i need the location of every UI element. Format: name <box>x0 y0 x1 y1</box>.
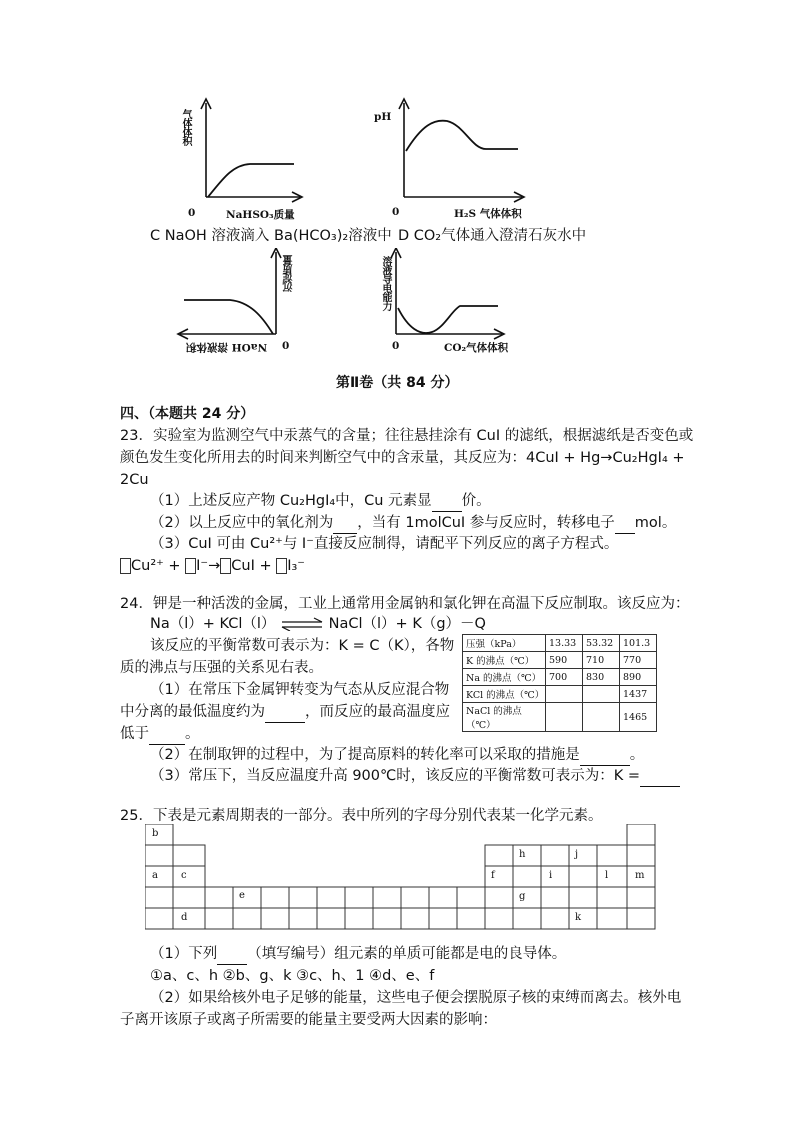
element-i: i <box>549 870 553 881</box>
graph-b-origin: 0 <box>392 206 400 218</box>
q24-line1: 24．钾是一种活泼的金属，工业上通常用金属钠和氯化钾在高温下反应制取。该反应为： <box>120 596 690 612</box>
table-row <box>463 669 657 686</box>
table-cell: 890 <box>620 669 657 686</box>
graph-d-origin: 0 <box>392 340 400 352</box>
table-cell: K 的沸点（℃） <box>463 652 546 669</box>
graph-b-y-label: pH <box>374 111 392 123</box>
graph-d-y-label: 溶液导电能力 <box>380 256 391 310</box>
table-cell: 710 <box>583 652 620 669</box>
q23-sub1-end: 价。 <box>461 493 491 509</box>
graph-c-y-label: 沉淀质量 <box>284 256 295 292</box>
graph-d <box>370 248 520 358</box>
q23-sub2-text: （2）以上反应中的氧化剂为 <box>150 515 334 531</box>
graph-b-x-label: H₂S 气体体积 <box>454 208 522 220</box>
q24-sub1c-end: 。 <box>185 726 200 742</box>
graph-c-origin: 0 <box>282 340 290 352</box>
table-row <box>463 652 657 669</box>
element-k: k <box>575 912 582 923</box>
q24-blank1[interactable] <box>265 702 305 723</box>
equilibrium-arrow-icon <box>280 617 324 631</box>
graph-c-curve <box>184 300 273 334</box>
q24-sub1c-text: 低于 <box>120 726 149 742</box>
table-cell <box>546 703 583 732</box>
element-b: b <box>152 828 159 839</box>
eq-cui: CuI + <box>231 558 272 574</box>
element-h: h <box>519 849 526 860</box>
eq-cu: Cu²⁺ + <box>131 558 181 574</box>
q24-sub1b <box>120 702 450 723</box>
table-cell: Na 的沸点（℃） <box>463 669 546 686</box>
q23-line1: 23．实验室为监测空气中汞蒸气的含量；往往悬挂涂有 CuI 的滤纸，根据滤纸是否变色或 <box>120 428 694 444</box>
graph-a <box>170 95 310 225</box>
q24-blank4[interactable] <box>640 766 680 787</box>
section4-title: 四、（本题共 24 分） <box>120 406 255 422</box>
q23-sub2-mid: ，当有 1molCuI 参与反应时，转移电子 <box>357 515 615 531</box>
caption-c: C NaOH 溶液滴入 Ba(HCO₃)₂溶液中 <box>150 228 392 244</box>
coef-box-4[interactable] <box>276 558 287 574</box>
graph-a-origin: 0 <box>188 207 196 219</box>
element-g: g <box>519 891 526 902</box>
element-a: a <box>152 870 158 881</box>
table-cell: KCl 的沸点（℃） <box>463 686 546 703</box>
table-cell: 1437 <box>620 686 657 703</box>
q23-blank3[interactable] <box>615 513 635 534</box>
q25-options: ①a、c、h ②b、g、k ③c、h、1 ④d、e、f <box>150 968 435 984</box>
coef-box-1[interactable] <box>120 558 131 574</box>
q23-sub1 <box>150 491 491 512</box>
graph-d-curve <box>398 306 498 333</box>
q23-line3: 2Cu <box>120 472 149 488</box>
table-cell <box>583 686 620 703</box>
table-row <box>463 686 657 703</box>
q25-sub1-end: （填写编号）组元素的单质可能都是电的良导体。 <box>247 946 567 962</box>
q23-blank2[interactable] <box>333 513 357 534</box>
q24-sub2 <box>150 745 644 766</box>
table-cell: 830 <box>583 669 620 686</box>
coef-box-2[interactable] <box>185 558 196 574</box>
q23-sub3: （3）CuI 可由 Cu²⁺与 I⁻直接反应制得，请配平下列反应的离子方程式。 <box>150 536 619 552</box>
graph-d-x-label: CO₂气体体积 <box>444 342 509 354</box>
q24-equation <box>150 614 486 634</box>
graph-a-x-label: NaHSO₃质量 <box>226 209 295 221</box>
coef-box-3[interactable] <box>220 558 231 574</box>
q24-sub1c <box>120 724 200 745</box>
eq-i3: I₃⁻ <box>287 558 305 574</box>
element-c: c <box>181 870 187 881</box>
graph-a-y-label: 气体体积 <box>180 109 191 145</box>
part2-title: 第Ⅱ卷（共 84 分） <box>336 375 459 391</box>
q24-sub1b-end: ，而反应的最高温度应 <box>305 704 450 720</box>
boiling-point-table <box>462 634 657 732</box>
q25-blank1[interactable] <box>217 944 247 965</box>
q25-sub1-text: （1）下列 <box>150 946 218 962</box>
table-cell: 压强（kPa） <box>463 635 546 652</box>
q24-eq-right: NaCl（l）+ K（g）－Q <box>328 616 486 632</box>
q25-sub2b: 子离开该原子或离子所需要的能量主要受两大因素的影响： <box>120 1012 497 1028</box>
caption-d: D CO₂气体通入澄清石灰水中 <box>398 228 587 244</box>
q24-line3: 该反应的平衡常数可表示为：K = C（K），各物 <box>150 638 455 654</box>
graph-b-curve <box>406 121 518 151</box>
element-j: j <box>575 849 579 860</box>
q24-sub3 <box>150 766 680 787</box>
eq-i: I⁻→ <box>196 558 221 574</box>
table-row <box>463 635 657 652</box>
table-cell: 1465 <box>620 703 657 732</box>
q25-sub1 <box>150 944 566 965</box>
table-cell: 770 <box>620 652 657 669</box>
q24-blank3[interactable] <box>580 745 630 766</box>
periodic-table <box>145 824 657 930</box>
q24-sub1b-text: 中分离的最低温度约为 <box>120 704 265 720</box>
q24-line4: 质的沸点与压强的关系见右表。 <box>120 660 323 676</box>
table-cell: 700 <box>546 669 583 686</box>
element-l: l <box>605 870 609 881</box>
q23-equation <box>120 556 305 576</box>
q23-line2: 颜色发生变化所用去的时间来判断空气中的含汞量，其反应为：4CuI + Hg→Cu₂HgI₄ + <box>120 450 685 466</box>
element-e: e <box>239 890 245 901</box>
q25-line1: 25．下表是元素周期表的一部分。表中所列的字母分别代表某一化学元素。 <box>120 808 603 824</box>
element-m: m <box>635 870 645 881</box>
element-f: f <box>491 870 495 881</box>
table-cell: 590 <box>546 652 583 669</box>
q23-sub1-text: （1）上述反应产物 Cu₂HgI₄中，Cu 元素显 <box>150 493 432 509</box>
q24-sub2-text: （2）在制取钾的过程中，为了提高原料的转化率可以采取的措施是 <box>150 747 580 763</box>
q24-sub3-text: （3）常压下，当反应温度升高 900℃时，该反应的平衡常数可表示为：K = <box>150 768 641 784</box>
graph-c <box>172 248 312 358</box>
q24-sub2-end: 。 <box>629 747 645 763</box>
table-cell: NaCl 的沸点（℃） <box>463 703 546 732</box>
table-cell: 101.3 <box>620 635 657 652</box>
element-d: d <box>181 912 188 923</box>
graph-a-curve <box>208 164 294 197</box>
q23-sub2 <box>150 513 676 534</box>
q25-sub2a: （2）如果给核外电子足够的能量，这些电子便会摆脱原子核的束缚而离去。核外电 <box>150 990 682 1006</box>
table-cell <box>546 686 583 703</box>
table-cell <box>583 703 620 732</box>
q24-eq-left: Na（l）+ KCl（l） <box>150 616 276 632</box>
q24-sub1a: （1）在常压下金属钾转变为气态从反应混合物 <box>150 682 450 698</box>
q23-sub2-end: mol。 <box>634 515 677 531</box>
table-cell: 53.32 <box>583 635 620 652</box>
graph-b <box>372 95 542 225</box>
table-cell: 13.33 <box>546 635 583 652</box>
table-row <box>463 703 657 732</box>
graph-c-x-label: NaOH 溶液体积 <box>186 341 268 353</box>
q24-blank2[interactable] <box>149 724 185 745</box>
q23-blank1[interactable] <box>432 491 462 512</box>
graph-a-plot <box>170 95 310 225</box>
